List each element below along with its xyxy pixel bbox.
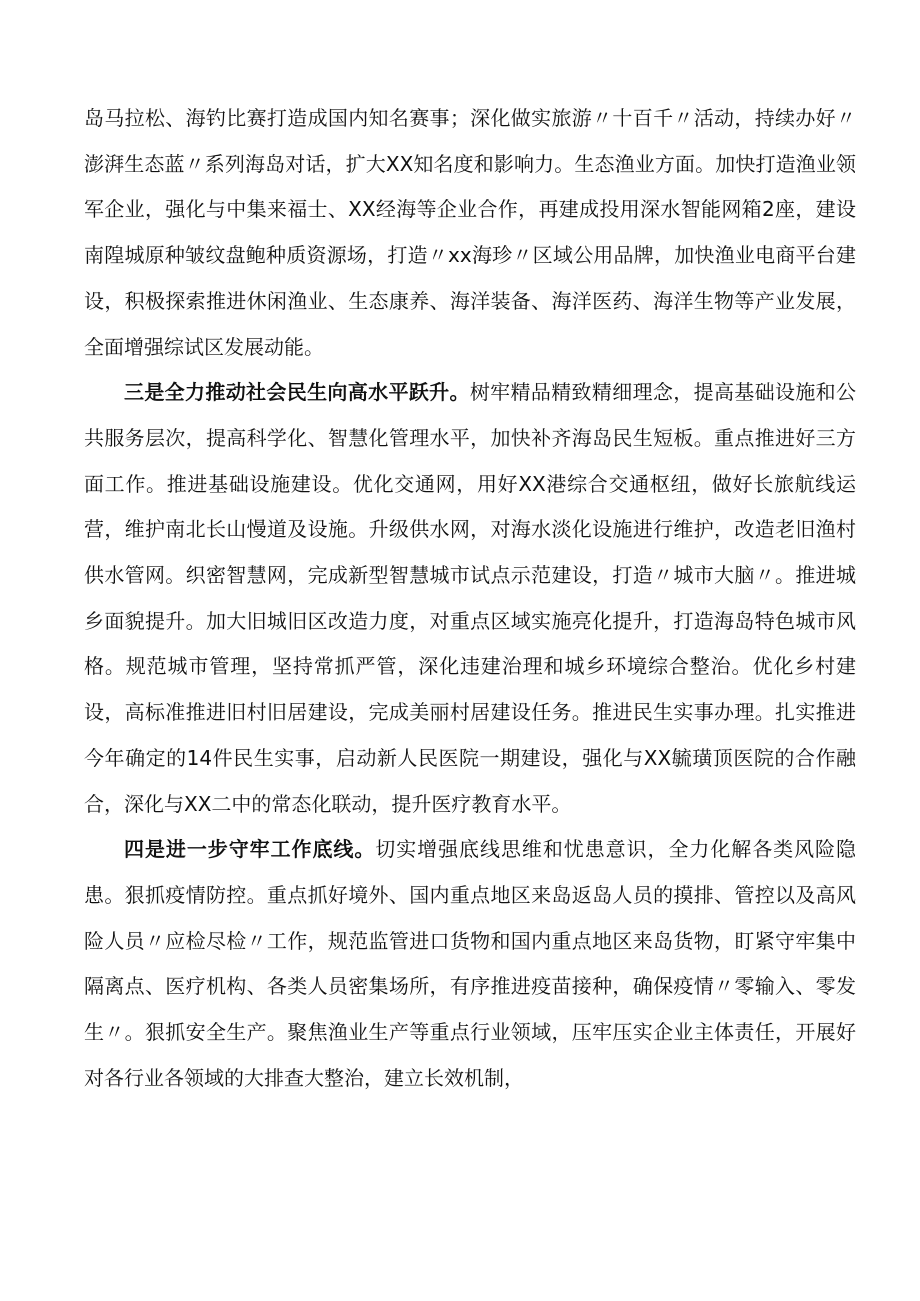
paragraph-3 xyxy=(84,827,856,1101)
paragraph-1 xyxy=(84,96,856,370)
paragraph-3-text: 切实增强底线思维和忧患意识，全力化解各类风险隐患。狠抓疫情防控。重点抓好境外、国内重点地区来岛返岛人员的摸排、管控以及高风险人员〃应检尽检〃工作，规范监管进口货物和国内重点地区来岛货物，盯紧守牢集中隔离点、医疗机构、各类人员密集场所，有序推进疫苗接种，确保疫情〃零输入、零发生〃。狠抓安全生产。聚焦渔业生产等重点行业领域，压牢压实企业主体责任，开展好对各行业各领域的大排查大整治，建立长效机制， xyxy=(84,837,857,1090)
paragraph-2 xyxy=(84,370,856,827)
document-page xyxy=(84,96,856,1101)
paragraph-3-heading: 四是进一步守牢工作底线。 xyxy=(124,837,376,862)
paragraph-2-heading: 三是全力推动社会民生向高水平跃升。 xyxy=(124,380,470,405)
paragraph-2-text: 树牢精品精致精细理念，提高基础设施和公共服务层次，提高科学化、智慧化管理水平，加快补齐海岛民生短板。重点推进好三方面工作。推进基础设施建设。优化交通网，用好XX港综合交通枢纽，做好长旅航线运营，维护南北长山慢道及设施。升级供水网，对海水淡化设施进行维护，改造老旧渔村供水管网。织密智慧网，完成新型智慧城市试点示范建设，打造〃城市大脑〃。推进城乡面貌提升。加大旧城旧区改造力度，对重点区域实施亮化提升，打造海岛特色城市风格。规范城市管理，坚持常抓严管，深化违建治理和城乡环境综合整治。优化乡村建设，高标准推进旧村旧居建设，完成美丽村居建设任务。推进民生实事办理。扎实推进今年确定的14件民生实事，启动新人民医院一期建设，强化与XX毓璜顶医院的合作融合，深化与XX二中的常态化联动，提升医疗教育水平。 xyxy=(84,380,857,816)
paragraph-1-text: 岛马拉松、海钓比赛打造成国内知名赛事；深化做实旅游〃十百千〃活动，持续办好〃澎湃生态蓝〃系列海岛对话，扩大XX知名度和影响力。生态渔业方面。加快打造渔业领军企业，强化与中集来福士、XX经海等企业合作，再建成投用深水智能网箱2座，建设南隍城原种皱纹盘鲍种质资源场，打造〃xx海珍〃区域公用品牌，加快渔业电商平台建设，积极探索推进休闲渔业、生态康养、海洋装备、海洋医药、海洋生物等产业发展，全面增强综试区发展动能。 xyxy=(84,106,856,359)
